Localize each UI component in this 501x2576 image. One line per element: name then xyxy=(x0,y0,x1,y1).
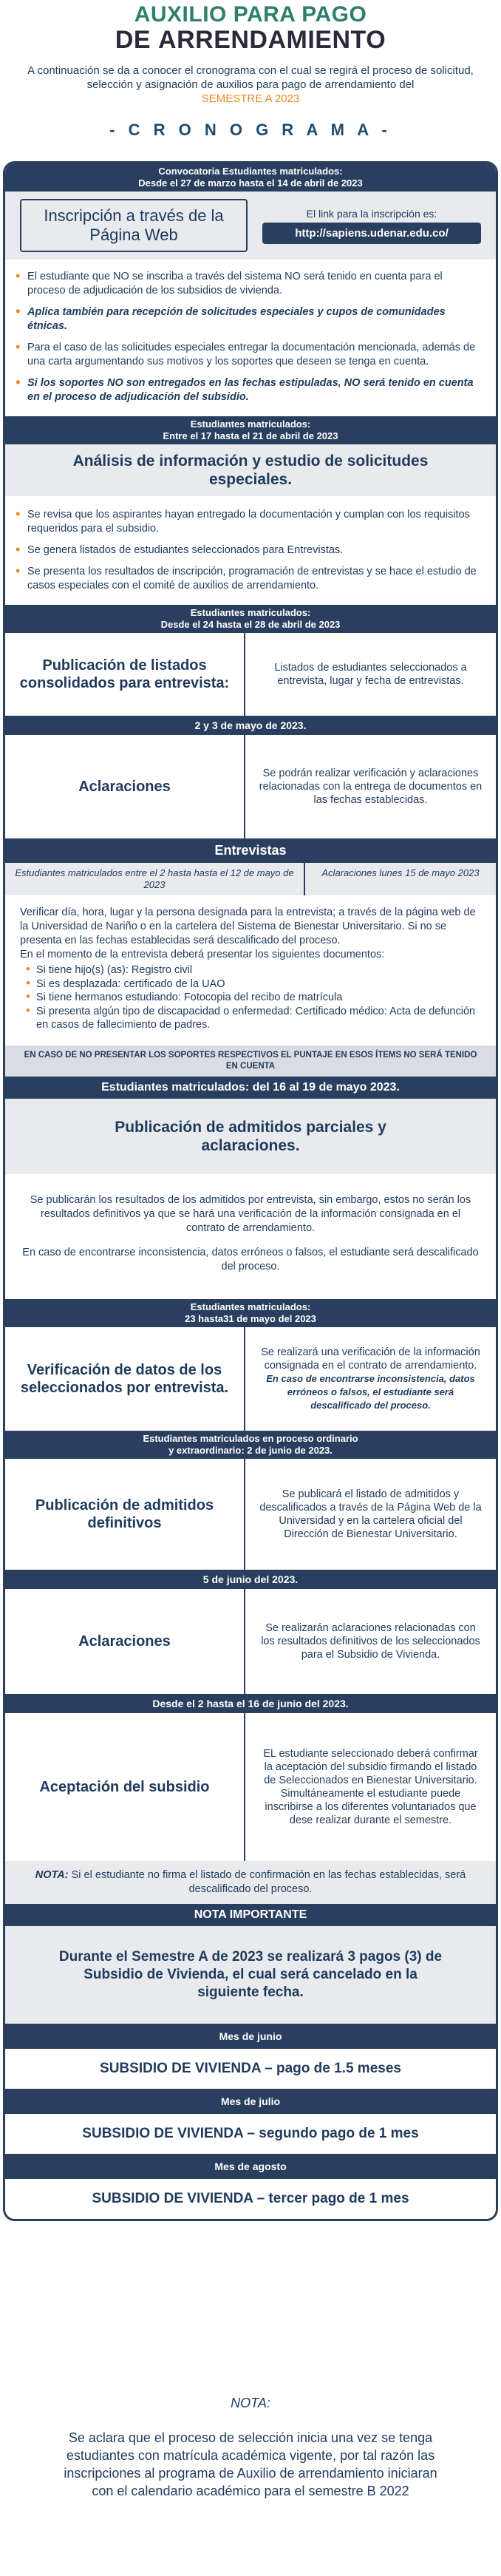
list-item: • El estudiante que NO se inscriba a través del sistema NO será tenido en cuenta para el proceso de adjudicación de los subsidios de vivienda. xyxy=(27,270,478,298)
list-item: • Se revisa que los aspirantes hayan entregado la documentación y cumplan con los requisitos requeridos para el subsidio. xyxy=(27,508,478,536)
sec3-bar xyxy=(5,605,496,633)
payment-month-bar: Mes de agosto xyxy=(5,2154,496,2179)
payment-month-bar: Mes de junio xyxy=(5,2024,496,2049)
sec8-bar-l1: Estudiantes matriculados en proceso ordinario xyxy=(143,1432,358,1444)
title-line-2 xyxy=(0,27,501,53)
payment-month-bar: Mes de julio xyxy=(5,2089,496,2114)
list-item: • Se genera listados de estudiantes seleccionados para Entrevistas. xyxy=(27,543,478,557)
sec10-bar: Desde el 2 hasta el 16 de junio del 2023. xyxy=(5,1694,496,1713)
sec4-bar: 2 y 3 de mayo de 2023. xyxy=(5,716,496,735)
sec3-bar-l2: Desde el 24 hasta el 28 de abril de 2023 xyxy=(160,619,341,630)
sec7-bar-l1: Estudiantes matriculados: xyxy=(190,1301,311,1312)
list-item: • Si los soportes NO son entregados en las fechas estipuladas, NO será tenido en cuenta en el proceso de adjudicación del subsidio. xyxy=(27,376,478,404)
sec5-split-right: Aclaraciones lunes 15 de mayo 2023 xyxy=(304,863,496,895)
sec5-para-1: Verificar día, hora, lugar y la persona designada para la entrevista; a través de la página web de la Universidad de Nariño o en la cartelera del Sistema de Bienestar Universitario. Si no se presenta en las fechas establecidas será descalificado del proceso. xyxy=(20,906,476,946)
sec6-bar: Estudiantes matriculados: del 16 al 19 de mayo 2023. xyxy=(5,1077,496,1099)
sec8-bar xyxy=(5,1431,496,1459)
sec2-title: Análisis de información y estudio de solicitudes especiales. xyxy=(5,444,496,496)
sec3-bar-l1: Estudiantes matriculados: xyxy=(190,607,311,618)
sec10-right: EL estudiante seleccionado deberá confirmar la aceptación del subsidio firmando el listado de Seleccionados en Bienestar Universitario. Simultáneamente el estudiante puede inscribirse a los diferentes voluntariados que dese realizar durante el semestre. xyxy=(263,1747,478,1826)
link-label: El link para la inscripción es: xyxy=(306,207,437,220)
sec2-bar-l2: Entre el 17 hasta el 21 de abril de 2023 xyxy=(163,430,338,441)
sec5-bar: Entrevistas xyxy=(5,838,496,863)
sec10-row xyxy=(5,1713,496,1861)
sec7-bar-l2: 23 hasta31 de mayo del 2023 xyxy=(185,1312,316,1324)
sec2-bar-l1: Estudiantes matriculados: xyxy=(190,418,311,430)
footnote-label: NOTA: xyxy=(231,2396,270,2410)
list-item: • Si tiene hijo(s) (as): Registro civil xyxy=(36,963,481,977)
sec10-note xyxy=(5,1861,496,1904)
link-wrap xyxy=(262,208,481,244)
list-item: • Para el caso de las solicitudes especiales entregar la documentación mencionada, además de una carta argumentando sus motivos y los soportes que deseen se tenga en cuenta. xyxy=(27,341,478,369)
sec1-bar-l2: Desde el 27 de marzo hasta el 14 de abril de 2023 xyxy=(138,177,363,189)
sec3-left: Publicación de listados consolidados para entrevista: xyxy=(19,657,230,691)
sec6-p1: Se publicarán los resultados de los admitidos por entrevista, sin embargo, estos no serán los resultados definitivos ya que se hará una verificación de la información consignada en el contrato de arrendamiento. xyxy=(30,1193,471,1234)
sec10-left: Aceptación del subsidio xyxy=(39,1778,210,1795)
sec7-right-text: Se realizará una verificación de la información consignada en el contrato de arrendamiento. xyxy=(261,1346,480,1372)
footnote-text: Se aclara que el proceso de selección inicia una vez se tenga estudiantes con matrícula académica vigente, por tal razón las inscripciones al programa de Auxilio de arrendamiento iniciaran con el calendario académico para el semestre B 2022 xyxy=(64,2430,437,2498)
inscription-link[interactable]: http://sapiens.udenar.edu.co/ xyxy=(262,223,481,244)
sec5-split xyxy=(5,863,496,895)
list-item: • Se presenta los resultados de inscripción, programación de entrevistas y se hace el estudio de casos especiales con el comité de auxilios de arrendamiento. xyxy=(27,565,478,593)
title-line-1: AUXILIO PARA PAGO xyxy=(134,2,367,27)
sec2-bar xyxy=(5,416,496,444)
inscription-box: Inscripción a través de la Página Web xyxy=(20,199,248,252)
intro-text xyxy=(0,53,501,106)
sec6-p2: En caso de encontrarse inconsistencia, datos erróneos o falsos, el estudiante será descalificado del proceso. xyxy=(22,1246,479,1272)
list-item: • Si es desplazada: certificado de la UAO xyxy=(36,977,481,992)
sec7-right-italic: En caso de encontrarse inconsistencia, datos erróneos o falsos, el estudiante será descalificado del proceso. xyxy=(266,1372,475,1411)
sec8-row xyxy=(5,1459,496,1570)
sec5-docs xyxy=(5,962,496,1045)
sec3-row xyxy=(5,633,496,716)
payments xyxy=(5,2024,496,2219)
intro-body: A continuación se da a conocer el cronograma con el cual se regirá el proceso de solicitud, selección y asignación de auxilios para pago de arrendamiento del xyxy=(27,64,474,91)
important-bar: NOTA IMPORTANTE xyxy=(5,1904,496,1926)
sec5-para-2: En el momento de la entrevista deberá presentar los siguientes documentos: xyxy=(20,949,385,960)
title-line-2-post: RRENDAMIENTO xyxy=(177,26,386,54)
sec9-row xyxy=(5,1589,496,1694)
sec3-right: Listados de estudiantes seleccionados a entrevista, lugar y fecha de entrevistas. xyxy=(274,662,467,687)
sec8-right: Se publicará el listado de admitidos y descalificados a través de la Página Web de la Universidad y en la cartelera oficial del Dirección de Bienestar Universitario. xyxy=(259,1488,482,1540)
header xyxy=(0,0,501,53)
sec5-warning: EN CASO DE NO PRESENTAR LOS SOPORTES RESPECTIVOS EL PUNTAJE EN ESOS ÍTEMS NO SERÁ TENIDO EN CUENTA xyxy=(5,1045,496,1077)
sec8-bar-l2: y extraordinario: 2 de junio de 2023. xyxy=(168,1444,333,1456)
sec4-right: Se podrán realizar verificación y aclaraciones relacionadas con la entrega de documentos en las fechas establecidas. xyxy=(259,767,483,806)
sec2-bullets xyxy=(5,496,496,605)
list-item: • Si presenta algún tipo de discapacidad o enfermedad: Certificado médico: Acta de defunción en casos de fallecimiento de padres. xyxy=(36,1005,481,1032)
important-text: Durante el Semestre A de 2023 se realizará 3 pagos (3) de Subsidio de Vivienda, el cual será cancelado en la siguiente fecha. xyxy=(5,1926,496,2024)
sec1-bar-l1: Convocatoria Estudiantes matriculados: xyxy=(158,166,343,177)
list-item: • Aplica también para recepción de solicitudes especiales y cupos de comunidades étnicas. xyxy=(27,305,478,333)
sec6-title: Publicación de admitidos parciales y aclaraciones. xyxy=(5,1099,496,1174)
sec5-split-left: Estudiantes matriculados entre el 2 hasta hasta el 12 de mayo de 2023 xyxy=(5,863,304,895)
cronograma-heading: - C R O N O G R A M A - xyxy=(109,121,392,139)
sec4-row xyxy=(5,735,496,838)
sec7-right xyxy=(245,1338,496,1420)
schedule-frame xyxy=(3,161,498,2221)
title-line-2-pre: DE xyxy=(115,26,159,54)
sec8-left: Publicación de admitidos definitivos xyxy=(35,1497,214,1531)
sec7-left: Verificación de datos de los seleccionados por entrevista. xyxy=(20,1361,229,1396)
semester-label: SEMESTRE A 2023 xyxy=(201,92,300,105)
sec1-bullets xyxy=(5,260,496,416)
payment-text: SUBSIDIO DE VIVIENDA – pago de 1.5 meses xyxy=(100,2060,401,2076)
footnote xyxy=(0,2396,501,2500)
sec4-left: Aclaraciones xyxy=(78,779,171,795)
sec7-bar xyxy=(5,1299,496,1327)
sec9-left: Aclaraciones xyxy=(78,1633,171,1650)
sec7-row xyxy=(5,1327,496,1431)
sec9-right: Se realizarán aclaraciones relacionadas con los resultados definitivos de los seleccionados para el Subsidio de Vivienda. xyxy=(261,1621,480,1661)
title-a-logo: A xyxy=(158,26,177,54)
list-item: • Si tiene hermanos estudiando: Fotocopia del recibo de matrícula xyxy=(36,991,481,1005)
sec10-note-text: Si el estudiante no firma el listado de confirmación en las fechas establecidas, será descalificado del proceso. xyxy=(71,1868,466,1895)
payment-text: SUBSIDIO DE VIVIENDA – segundo pago de 1 mes xyxy=(82,2125,419,2141)
sec5-para xyxy=(5,895,496,962)
sec1-bar xyxy=(5,163,496,191)
sec10-note-label: NOTA: xyxy=(35,1868,69,1881)
sec9-bar: 5 de junio del 2023. xyxy=(5,1570,496,1589)
payment-text: SUBSIDIO DE VIVIENDA – tercer pago de 1 mes xyxy=(92,2190,409,2206)
sec1-head xyxy=(5,191,496,260)
